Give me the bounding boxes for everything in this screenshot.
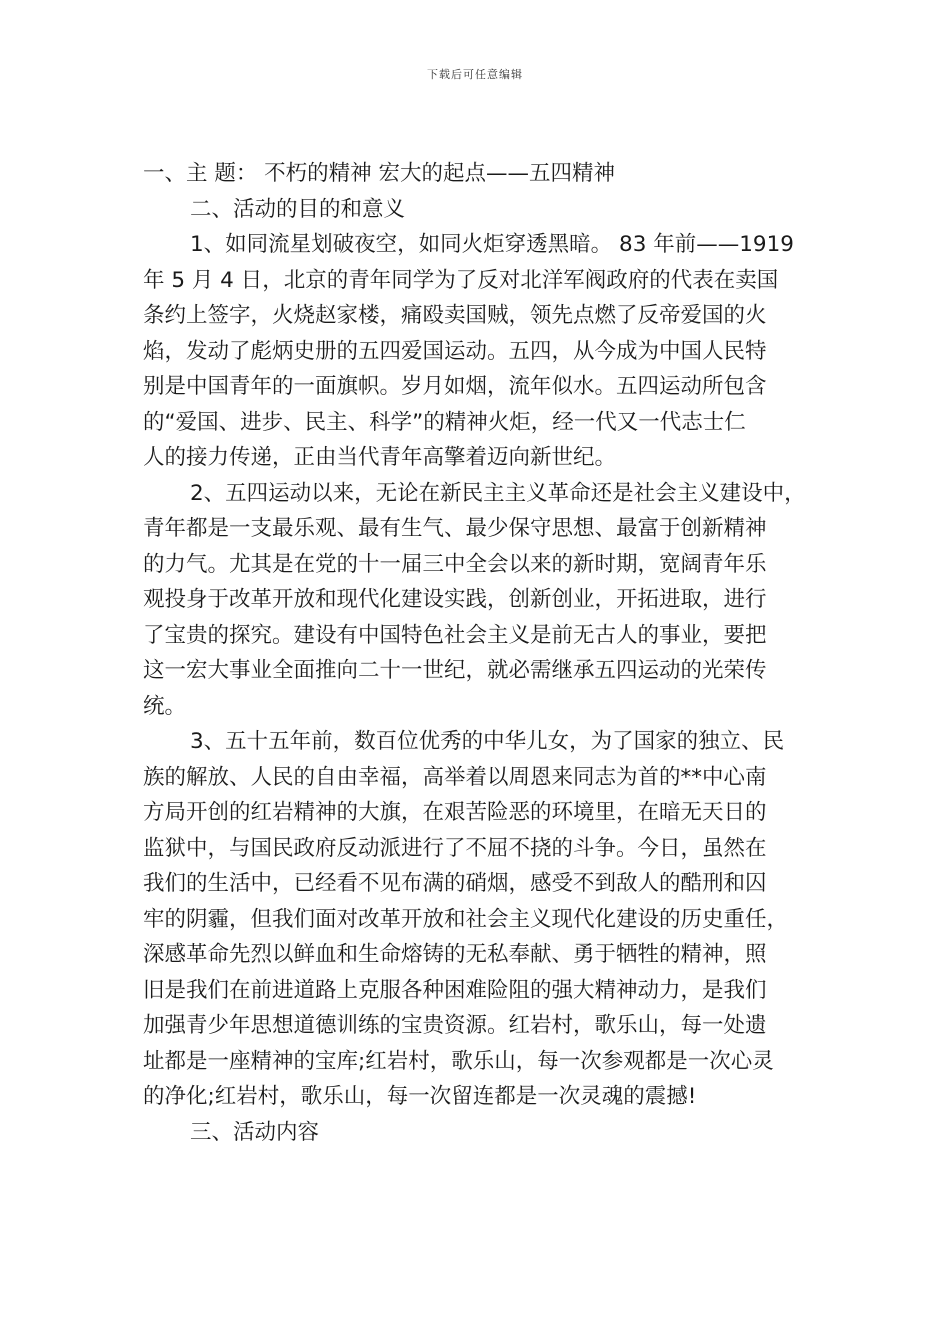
section-heading-purpose: 二、活动的目的和意义 [190, 196, 406, 222]
paragraph-2 [143, 476, 811, 725]
paragraph-line: 别是中国青年的一面旗帜。岁月如烟，流年似水。五四运动所包含 [143, 374, 767, 399]
paragraph-line: 统。 [143, 693, 187, 719]
paragraph-line: 这一宏大事业全面推向二十一世纪，就必需继承五四运动的光荣传 [143, 658, 767, 683]
paragraph-1 [143, 227, 811, 476]
paragraph-line: 条约上签字，火烧赵家楼，痛殴卖国贼，领先点燃了反帝爱国的火 [143, 303, 767, 328]
paragraph-line: 族的解放、人民的自由幸福，高举着以周恩来同志为首的**中心南 [143, 764, 767, 790]
paragraph-line: 3、五十五年前，数百位优秀的中华儿女，为了国家的独立、民 [190, 729, 785, 754]
paragraph-line: 我们的生活中，已经看不见布满的硝烟，感受不到敌人的酷刑和囚 [143, 871, 767, 896]
paragraph-line: 人的接力传递，正由当代青年高擎着迈向新世纪。 [143, 445, 617, 470]
paragraph-3 [143, 724, 811, 1115]
paragraph-line: 的净化;红岩村，歌乐山，每一次留连都是一次灵魂的震撼! [143, 1084, 697, 1109]
paragraph-line: 1、如同流星划破夜空，如同火炬穿透黑暗。 83 年前——1919 [190, 232, 794, 257]
paragraph-line: 2、五四运动以来，无论在新民主主义革命还是社会主义建设中， [190, 480, 806, 506]
paragraph-line: 监狱中，与国民政府反动派进行了不屈不挠的斗争。今日，虽然在 [143, 835, 767, 861]
paragraph-line: 的“爱国、进步、民主、科学”的精神火炬，经一代又一代志士仁 [143, 409, 746, 435]
paragraph-line: 青年都是一支最乐观、最有生气、最少保守思想、最富于创新精神 [143, 516, 767, 541]
paragraph-line: 旧是我们在前进道路上克服各种困难险阻的强大精神动力，是我们 [143, 977, 767, 1003]
section-heading-content: 三、活动内容 [190, 1119, 320, 1145]
paragraph-line: 年 5 月 4 日，北京的青年同学为了反对北洋军阀政府的代表在卖国 [143, 267, 779, 293]
paragraph-line: 加强青少年思想道德训练的宝贵资源。红岩村，歌乐山，每一处遗 [143, 1013, 767, 1038]
paragraph-line: 址都是一座精神的宝库;红岩村，歌乐山，每一次参观都是一次心灵 [143, 1048, 774, 1074]
document-body [143, 156, 811, 1150]
document-title: 一、主 题： 不朽的精神 宏大的起点——五四精神 [143, 161, 616, 186]
paragraph-line: 了宝贵的探究。建设有中国特色社会主义是前无古人的事业，要把 [143, 622, 767, 648]
paragraph-line: 方局开创的红岩精神的大旗，在艰苦险恶的环境里，在暗无天日的 [143, 800, 767, 825]
header-note: 下载后可任意编辑 [427, 68, 523, 81]
paragraph-line: 深感革命先烈以鲜血和生命熔铸的无私奉献、勇于牺牲的精神，照 [143, 942, 767, 967]
paragraph-line: 焰，发动了彪炳史册的五四爱国运动。五四，从今成为中国人民特 [143, 338, 767, 364]
paragraph-line: 的力气。尤其是在党的十一届三中全会以来的新时期，宽阔青年乐 [143, 551, 767, 577]
paragraph-line: 牢的阴霾，但我们面对改革开放和社会主义现代化建设的历史重任， [143, 906, 789, 932]
paragraph-line: 观投身于改革开放和现代化建设实践，创新创业，开拓进取，进行 [143, 587, 767, 612]
